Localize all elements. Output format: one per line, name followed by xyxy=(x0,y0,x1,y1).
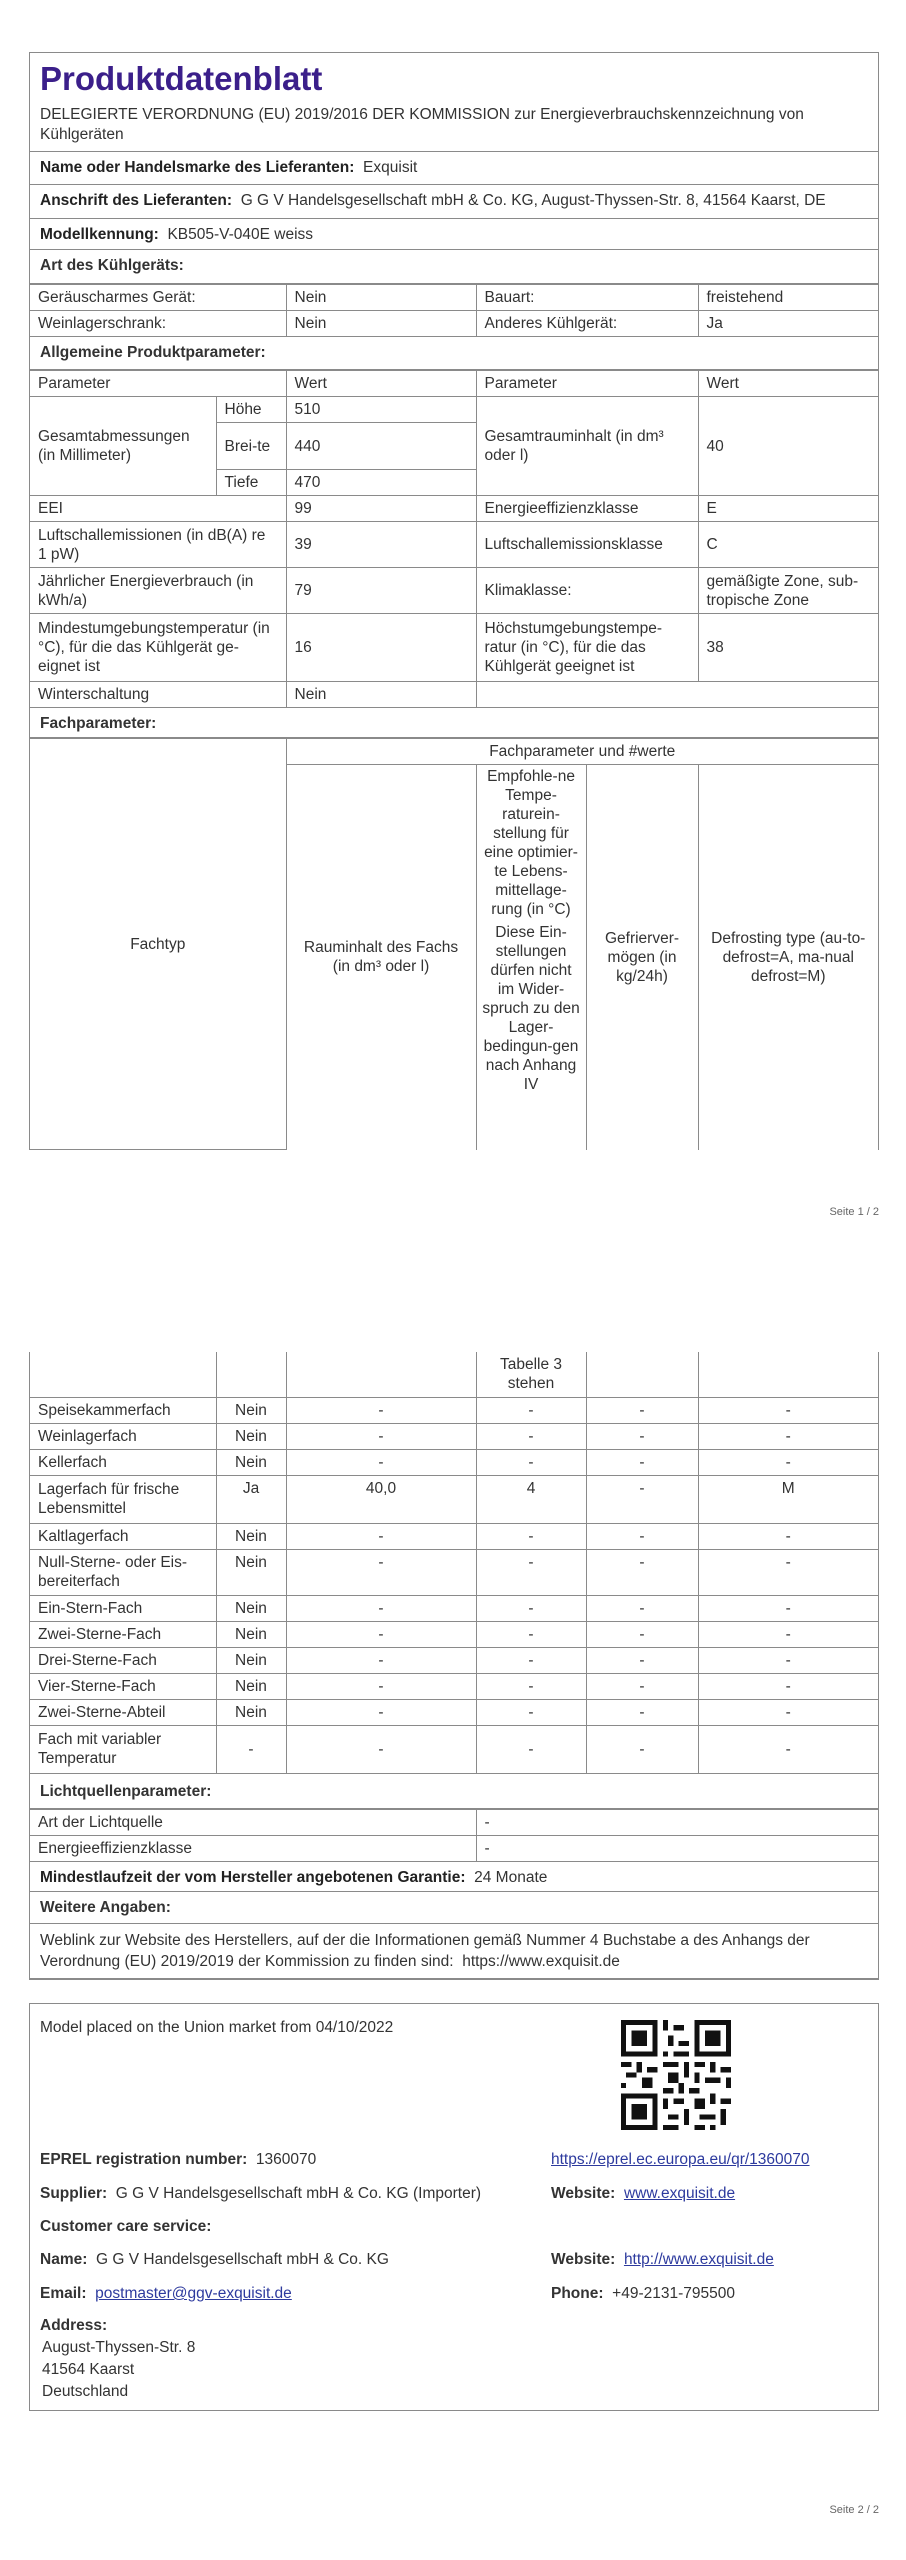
fach-name: Kaltlagerfach xyxy=(30,1523,216,1549)
fach-row xyxy=(30,1523,878,1549)
fach-vol: - xyxy=(286,1595,476,1621)
more-link[interactable]: https://www.exquisit.de xyxy=(462,1952,620,1970)
fach-freeze: - xyxy=(586,1449,698,1475)
datasheet-page-1 xyxy=(29,52,879,1150)
fach-vol: - xyxy=(286,1449,476,1475)
type-value: freistehend xyxy=(698,285,878,311)
fach-freeze: - xyxy=(586,1549,698,1595)
noise-class-value: C xyxy=(698,522,878,568)
min-temp-label: Mindestumgebungstemperatur (in °C), für die das Kühlgerät ge-eignet ist xyxy=(30,614,286,682)
fach-freeze: - xyxy=(586,1397,698,1423)
fach-name: Kellerfach xyxy=(30,1449,216,1475)
eprel-box xyxy=(29,2003,879,2411)
defrost-header: Defrosting type (au-to-defrost=A, ma-nual defrost=M) xyxy=(698,765,878,1150)
width-label: Brei-te xyxy=(216,423,286,470)
care-website-link[interactable]: http://www.exquisit.de xyxy=(623,2251,774,2268)
type-value: Nein xyxy=(286,311,476,337)
fach-name: Fach mit variabler Temperatur xyxy=(30,1725,216,1773)
more-heading: Weitere Angaben: xyxy=(30,1892,878,1924)
light-label: Art der Lichtquelle xyxy=(30,1809,476,1835)
fach-freeze: - xyxy=(586,1523,698,1549)
address-row xyxy=(30,185,878,219)
fach-temp: - xyxy=(476,1621,586,1647)
depth-label: Tiefe xyxy=(216,470,286,496)
energy-value: 79 xyxy=(286,568,476,614)
fach-freeze: - xyxy=(586,1725,698,1773)
fach-temp: - xyxy=(476,1397,586,1423)
fach-defrost: - xyxy=(698,1523,878,1549)
supplier-row xyxy=(30,152,878,185)
temp-header-b: Diese Ein-stellungen dürfen nicht im Wider-spruch zu den Lager-bedingun-gen nach Anhang IV xyxy=(482,924,580,1093)
width-value: 440 xyxy=(286,423,476,470)
care-website-row xyxy=(551,2250,774,2270)
fach-present: Nein xyxy=(216,1699,286,1725)
fach-vol: - xyxy=(286,1549,476,1595)
fach-present: Nein xyxy=(216,1449,286,1475)
fach-defrost: - xyxy=(698,1423,878,1449)
eei-label: EEI xyxy=(30,496,286,522)
address-label: Anschrift des Lieferanten: xyxy=(40,192,233,209)
type-value: Ja xyxy=(698,311,878,337)
max-temp-value: 38 xyxy=(698,614,878,682)
address-line: 41564 Kaarst xyxy=(42,2361,135,2378)
warranty-value: 24 Monate xyxy=(474,1868,548,1886)
fach-present: Nein xyxy=(216,1523,286,1549)
type-heading: Art des Kühlgeräts: xyxy=(30,250,878,284)
fach-group-header: Fachparameter und #werte xyxy=(286,739,878,765)
winter-label: Winterschaltung xyxy=(30,682,286,708)
height-value: 510 xyxy=(286,397,476,423)
reg-value: 1360070 xyxy=(255,2151,317,2168)
temp-row xyxy=(30,614,878,682)
page-number-2: Seite 2 / 2 xyxy=(829,2504,879,2516)
fach-temp: - xyxy=(476,1725,586,1773)
model-row xyxy=(30,219,878,250)
fach-present: Nein xyxy=(216,1647,286,1673)
fach-freeze: - xyxy=(586,1621,698,1647)
value-header: Wert xyxy=(286,371,476,397)
noise-value: 39 xyxy=(286,522,476,568)
fach-name: Weinlagerfach xyxy=(30,1423,216,1449)
light-heading: Lichtquellenparameter: xyxy=(30,1774,878,1809)
fach-present: Nein xyxy=(216,1423,286,1449)
eprel-supplier-row xyxy=(40,2184,481,2204)
fach-freeze: - xyxy=(586,1595,698,1621)
fach-freeze: - xyxy=(586,1647,698,1673)
fach-row xyxy=(30,1699,878,1725)
type-table xyxy=(30,284,878,337)
more-text: Weblink zur Website des Herstellers, auf der die Informationen gemäß Nummer 4 Buchstabe a des Anhangs der Verordnung (EU) 2019/2019 der Kommission zu finden sind: xyxy=(40,1931,810,1970)
fach-header-continued xyxy=(30,1352,878,1397)
fach-defrost: - xyxy=(698,1397,878,1423)
eclass-label: Energieeffizienzklasse xyxy=(476,496,698,522)
empty-cell xyxy=(286,1352,476,1397)
fach-present: - xyxy=(216,1725,286,1773)
param-header: Parameter xyxy=(30,371,286,397)
fach-vol: - xyxy=(286,1423,476,1449)
param-header: Parameter xyxy=(476,371,698,397)
model-label: Modellkennung: xyxy=(40,226,159,243)
fach-row xyxy=(30,1397,878,1423)
fach-row xyxy=(30,1595,878,1621)
address-line: Deutschland xyxy=(42,2383,129,2400)
type-row xyxy=(30,311,878,337)
winter-row xyxy=(30,682,878,708)
general-header-row xyxy=(30,371,878,397)
noise-class-label: Luftschallemissionsklasse xyxy=(476,522,698,568)
fach-freeze: - xyxy=(586,1673,698,1699)
fach-defrost: - xyxy=(698,1449,878,1475)
depth-value: 470 xyxy=(286,470,476,496)
fach-defrost: - xyxy=(698,1699,878,1725)
light-row xyxy=(30,1809,878,1835)
fach-vol: - xyxy=(286,1621,476,1647)
fach-defrost: - xyxy=(698,1725,878,1773)
fach-row xyxy=(30,1673,878,1699)
care-website-label: Website: xyxy=(551,2251,616,2268)
empty-cell xyxy=(698,1352,878,1397)
address-heading: Address: xyxy=(40,2317,108,2334)
fach-temp: - xyxy=(476,1673,586,1699)
phone-label: Phone: xyxy=(551,2285,604,2302)
fach-name: Vier-Sterne-Fach xyxy=(30,1673,216,1699)
model-value: KB505-V-040E weiss xyxy=(167,226,314,243)
fach-present: Nein xyxy=(216,1673,286,1699)
fach-row xyxy=(30,1725,878,1773)
care-name-row xyxy=(40,2250,389,2270)
fach-temp: - xyxy=(476,1647,586,1673)
fach-heading: Fachparameter: xyxy=(30,708,878,738)
more-row xyxy=(30,1924,878,1979)
eclass-value: E xyxy=(698,496,878,522)
fach-vol: - xyxy=(286,1673,476,1699)
fach-defrost: - xyxy=(698,1673,878,1699)
winter-value: Nein xyxy=(286,682,476,708)
supplier-value: Exquisit xyxy=(363,159,418,176)
website-row xyxy=(551,2184,735,2204)
fach-name: Zwei-Sterne-Abteil xyxy=(30,1699,216,1725)
temp-header-c: Tabelle 3 stehen xyxy=(476,1352,586,1397)
energy-label: Jährlicher Energieverbrauch (in kWh/a) xyxy=(30,568,286,614)
fach-group-row xyxy=(30,739,878,765)
empty-cell xyxy=(476,682,878,708)
care-name-label: Name: xyxy=(40,2251,88,2268)
fach-defrost: M xyxy=(698,1475,878,1523)
page-number-1: Seite 1 / 2 xyxy=(829,1206,879,1218)
type-label: Bauart: xyxy=(476,285,698,311)
eei-value: 99 xyxy=(286,496,476,522)
fach-freeze: - xyxy=(586,1423,698,1449)
empty-cell xyxy=(586,1352,698,1397)
fach-present: Nein xyxy=(216,1595,286,1621)
height-label: Höhe xyxy=(216,397,286,423)
light-table xyxy=(30,1809,878,1862)
eei-row xyxy=(30,496,878,522)
volume-label: Gesamtrauminhalt (in dm³ oder l) xyxy=(476,397,698,496)
empty-cell xyxy=(216,1352,286,1397)
phone-value: +49-2131-795500 xyxy=(612,2285,735,2302)
temp-header xyxy=(476,765,586,1150)
fach-present: Nein xyxy=(216,1621,286,1647)
value-header: Wert xyxy=(698,371,878,397)
type-label: Anderes Kühlgerät: xyxy=(476,311,698,337)
supplier-label: Name oder Handelsmarke des Lieferanten: xyxy=(40,159,355,176)
noise-label: Luftschallemissionen (in dB(A) re 1 pW) xyxy=(30,522,286,568)
fach-type-header: Fachtyp xyxy=(30,739,286,1150)
fach-temp: - xyxy=(476,1449,586,1475)
datasheet-page-2 xyxy=(29,1352,879,1980)
light-value: - xyxy=(476,1809,878,1835)
fach-table xyxy=(30,1352,878,1774)
vol-header: Rauminhalt des Fachs (in dm³ oder l) xyxy=(286,765,476,1150)
email-label: Email: xyxy=(40,2285,87,2302)
volume-value: 40 xyxy=(698,397,878,496)
fach-temp: 4 xyxy=(476,1475,586,1523)
website-link[interactable]: www.exquisit.de xyxy=(623,2185,736,2202)
fach-defrost: - xyxy=(698,1595,878,1621)
address-line: August-Thyssen-Str. 8 xyxy=(42,2339,196,2356)
light-row xyxy=(30,1835,878,1861)
climate-value: gemäßigte Zone, sub-tropische Zone xyxy=(698,568,878,614)
fach-temp: - xyxy=(476,1699,586,1725)
general-table xyxy=(30,370,878,708)
fach-present: Nein xyxy=(216,1549,286,1595)
fach-vol: - xyxy=(286,1647,476,1673)
fach-row xyxy=(30,1549,878,1595)
fach-name: Null-Sterne- oder Eis-bereiterfach xyxy=(30,1549,216,1595)
type-label: Geräuscharmes Gerät: xyxy=(30,285,286,311)
noise-row xyxy=(30,522,878,568)
reg-label: EPREL registration number: xyxy=(40,2151,248,2168)
email-row xyxy=(40,2284,292,2304)
fach-present: Nein xyxy=(216,1397,286,1423)
max-temp-label: Höchstumgebungstempe-ratur (in °C), für die das Kühlgerät geeignet ist xyxy=(476,614,698,682)
fach-name: Lagerfach für frische Lebensmittel xyxy=(30,1475,216,1523)
placed-on-market: Model placed on the Union market from 04/10/2022 xyxy=(40,2019,394,2036)
freeze-header: Gefrierver-mögen (in kg/24h) xyxy=(586,765,698,1150)
energy-row xyxy=(30,568,878,614)
fach-freeze: - xyxy=(586,1699,698,1725)
fach-name: Ein-Stern-Fach xyxy=(30,1595,216,1621)
type-value: Nein xyxy=(286,285,476,311)
eprel-link[interactable]: https://eprel.ec.europa.eu/qr/1360070 xyxy=(551,2151,810,2168)
fach-temp: - xyxy=(476,1523,586,1549)
climate-label: Klimaklasse: xyxy=(476,568,698,614)
care-name-value: G G V Handelsgesellschaft mbH & Co. KG xyxy=(96,2251,389,2268)
eprel-supplier-value: G G V Handelsgesellschaft mbH & Co. KG (Importer) xyxy=(115,2185,482,2202)
phone-row xyxy=(551,2284,735,2304)
fach-present: Ja xyxy=(216,1475,286,1523)
type-label: Weinlagerschrank: xyxy=(30,311,286,337)
fach-defrost: - xyxy=(698,1647,878,1673)
empty-cell xyxy=(30,1352,216,1397)
website-label: Website: xyxy=(551,2185,616,2202)
light-value: - xyxy=(476,1835,878,1861)
warranty-label: Mindestlaufzeit der vom Hersteller angebotenen Garantie: xyxy=(40,1868,466,1886)
address-value: G G V Handelsgesellschaft mbH & Co. KG, August-Thyssen-Str. 8, 41564 Kaarst, DE xyxy=(240,192,826,209)
customer-care-heading: Customer care service: xyxy=(40,2218,212,2235)
fach-name: Drei-Sterne-Fach xyxy=(30,1647,216,1673)
fach-vol: - xyxy=(286,1523,476,1549)
fach-vol: - xyxy=(286,1699,476,1725)
regulation-intro: DELEGIERTE VERORDNUNG (EU) 2019/2016 DER KOMMISSION zur Energieverbrauchskennzeichnung von Kühlgeräten xyxy=(30,101,878,152)
fach-row xyxy=(30,1423,878,1449)
fach-vol: - xyxy=(286,1725,476,1773)
dims-label: Gesamtabmessungen (in Millimeter) xyxy=(30,397,216,496)
general-heading: Allgemeine Produktparameter: xyxy=(30,337,878,370)
email-link[interactable]: postmaster@ggv-exquisit.de xyxy=(95,2285,292,2302)
fach-temp: - xyxy=(476,1595,586,1621)
fach-defrost: - xyxy=(698,1549,878,1595)
fach-defrost: - xyxy=(698,1621,878,1647)
qr-code-icon[interactable] xyxy=(621,2020,731,2130)
fach-row xyxy=(30,1449,878,1475)
fach-name: Speisekammerfach xyxy=(30,1397,216,1423)
fach-temp: - xyxy=(476,1549,586,1595)
fach-vol: 40,0 xyxy=(286,1475,476,1523)
fach-temp: - xyxy=(476,1423,586,1449)
eprel-supplier-label: Supplier: xyxy=(40,2185,108,2202)
type-row xyxy=(30,285,878,311)
fach-row xyxy=(30,1475,878,1523)
fach-vol: - xyxy=(286,1397,476,1423)
fach-header-table xyxy=(30,738,878,1150)
fach-freeze: - xyxy=(586,1475,698,1523)
fach-row xyxy=(30,1621,878,1647)
page-title: Produktdatenblatt xyxy=(40,60,323,97)
fach-row xyxy=(30,1647,878,1673)
light-label: Energieeffizienzklasse xyxy=(30,1835,476,1861)
temp-header-a: Empfohle-ne Tempe-raturein-stellung für eine optimier-te Lebens-mittellage-rung (in °C) xyxy=(484,768,578,918)
min-temp-value: 16 xyxy=(286,614,476,682)
dims-row xyxy=(30,397,878,423)
fach-name: Zwei-Sterne-Fach xyxy=(30,1621,216,1647)
warranty-row xyxy=(30,1862,878,1892)
reg-row xyxy=(40,2150,316,2170)
